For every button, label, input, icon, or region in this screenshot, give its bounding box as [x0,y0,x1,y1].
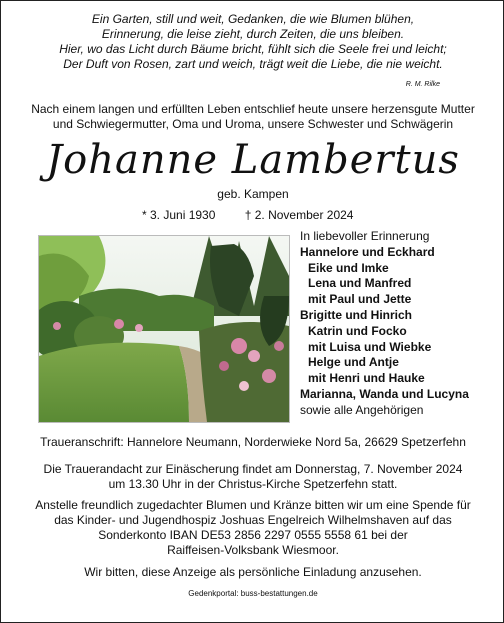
poem-line-2: Erinnerung, die leise zieht, durch Zeiten, die uns bleiben. [101,27,405,41]
deceased-name: Johanne Lambertus [46,137,460,183]
birth-name: geb. Kampen [217,187,289,201]
intro-text [1,102,504,132]
poem-line-4: Der Duft von Rosen, zart und weich, trägt weit die Liebe, die nie weicht. [63,57,443,71]
mourner-entry: Marianna, Wanda und Lucyna [300,386,469,401]
donation-line-1: Anstelle freundlich zugedachter Blumen und Kränze bitten wir um eine Spende für [35,498,471,512]
intro-line-2: und Schwiegermutter, Oma und Uroma, unsere Schwester und Schwägerin [52,117,454,131]
mourner-entry: Katrin und Focko [308,323,407,338]
intro-line-1: Nach einem langen und erfüllten Leben entschlief heute unsere herzensgute Mutter [31,102,475,116]
service-line-1: Die Trauerandacht zur Einäscherung findet am Donnerstag, 7. November 2024 [43,462,463,476]
garden-photo [38,235,290,423]
mourner-entry: Eike und Imke [308,260,389,275]
donation-line-3: Sonderkonto IBAN DE53 2856 2297 0555 5558 61 bei der [98,528,408,542]
poem-author: R. M. Rilke [405,81,440,88]
mourning-address: Traueranschrift: Hannelore Neumann, Norderwieke Nord 5a, 26629 Spetzerfehn [40,435,466,449]
mourner-entry: Hannelore und Eckhard [300,244,435,259]
service-info [1,462,504,492]
mourners-footer: sowie alle Angehörigen [300,402,424,417]
service-line-2: um 13.30 Uhr in der Christus-Kirche Spetzerfehn statt. [108,477,398,491]
mourner-entry: Helge und Antje [308,355,399,370]
mourner-entry: mit Henri und Hauke [308,371,425,386]
mourner-entry: Lena und Manfred [308,276,412,291]
closing-note: Wir bitten, diese Anzeige als persönliche Einladung anzusehen. [84,565,422,579]
mourner-entry: mit Luisa und Wiebke [308,339,432,354]
donation-line-2: das Kinder- und Jugendhospiz Joshuas Engelreich Wilhelmshaven auf das [54,513,452,527]
mourners-list [300,229,500,419]
mourner-entry: Brigitte und Hinrich [300,307,412,322]
death-date: † 2. November 2024 [244,208,354,222]
poem-line-3: Hier, wo das Licht durch Bäume bricht, fühlt sich die Seele frei und leicht; [59,42,447,56]
poem [1,12,504,72]
donation-info [1,498,504,558]
life-dates [142,208,353,222]
mourners-heading: In liebevoller Erinnerung [300,229,430,243]
memorial-portal: Gedenkportal: buss-bestattungen.de [188,589,318,598]
birth-date: * 3. Juni 1930 [142,208,216,222]
donation-line-4: Raiffeisen-Volksbank Wiesmoor. [167,543,339,557]
mourner-entry: mit Paul und Jette [308,292,412,307]
poem-line-1: Ein Garten, still und weit, Gedanken, die wie Blumen blühen, [91,12,415,26]
